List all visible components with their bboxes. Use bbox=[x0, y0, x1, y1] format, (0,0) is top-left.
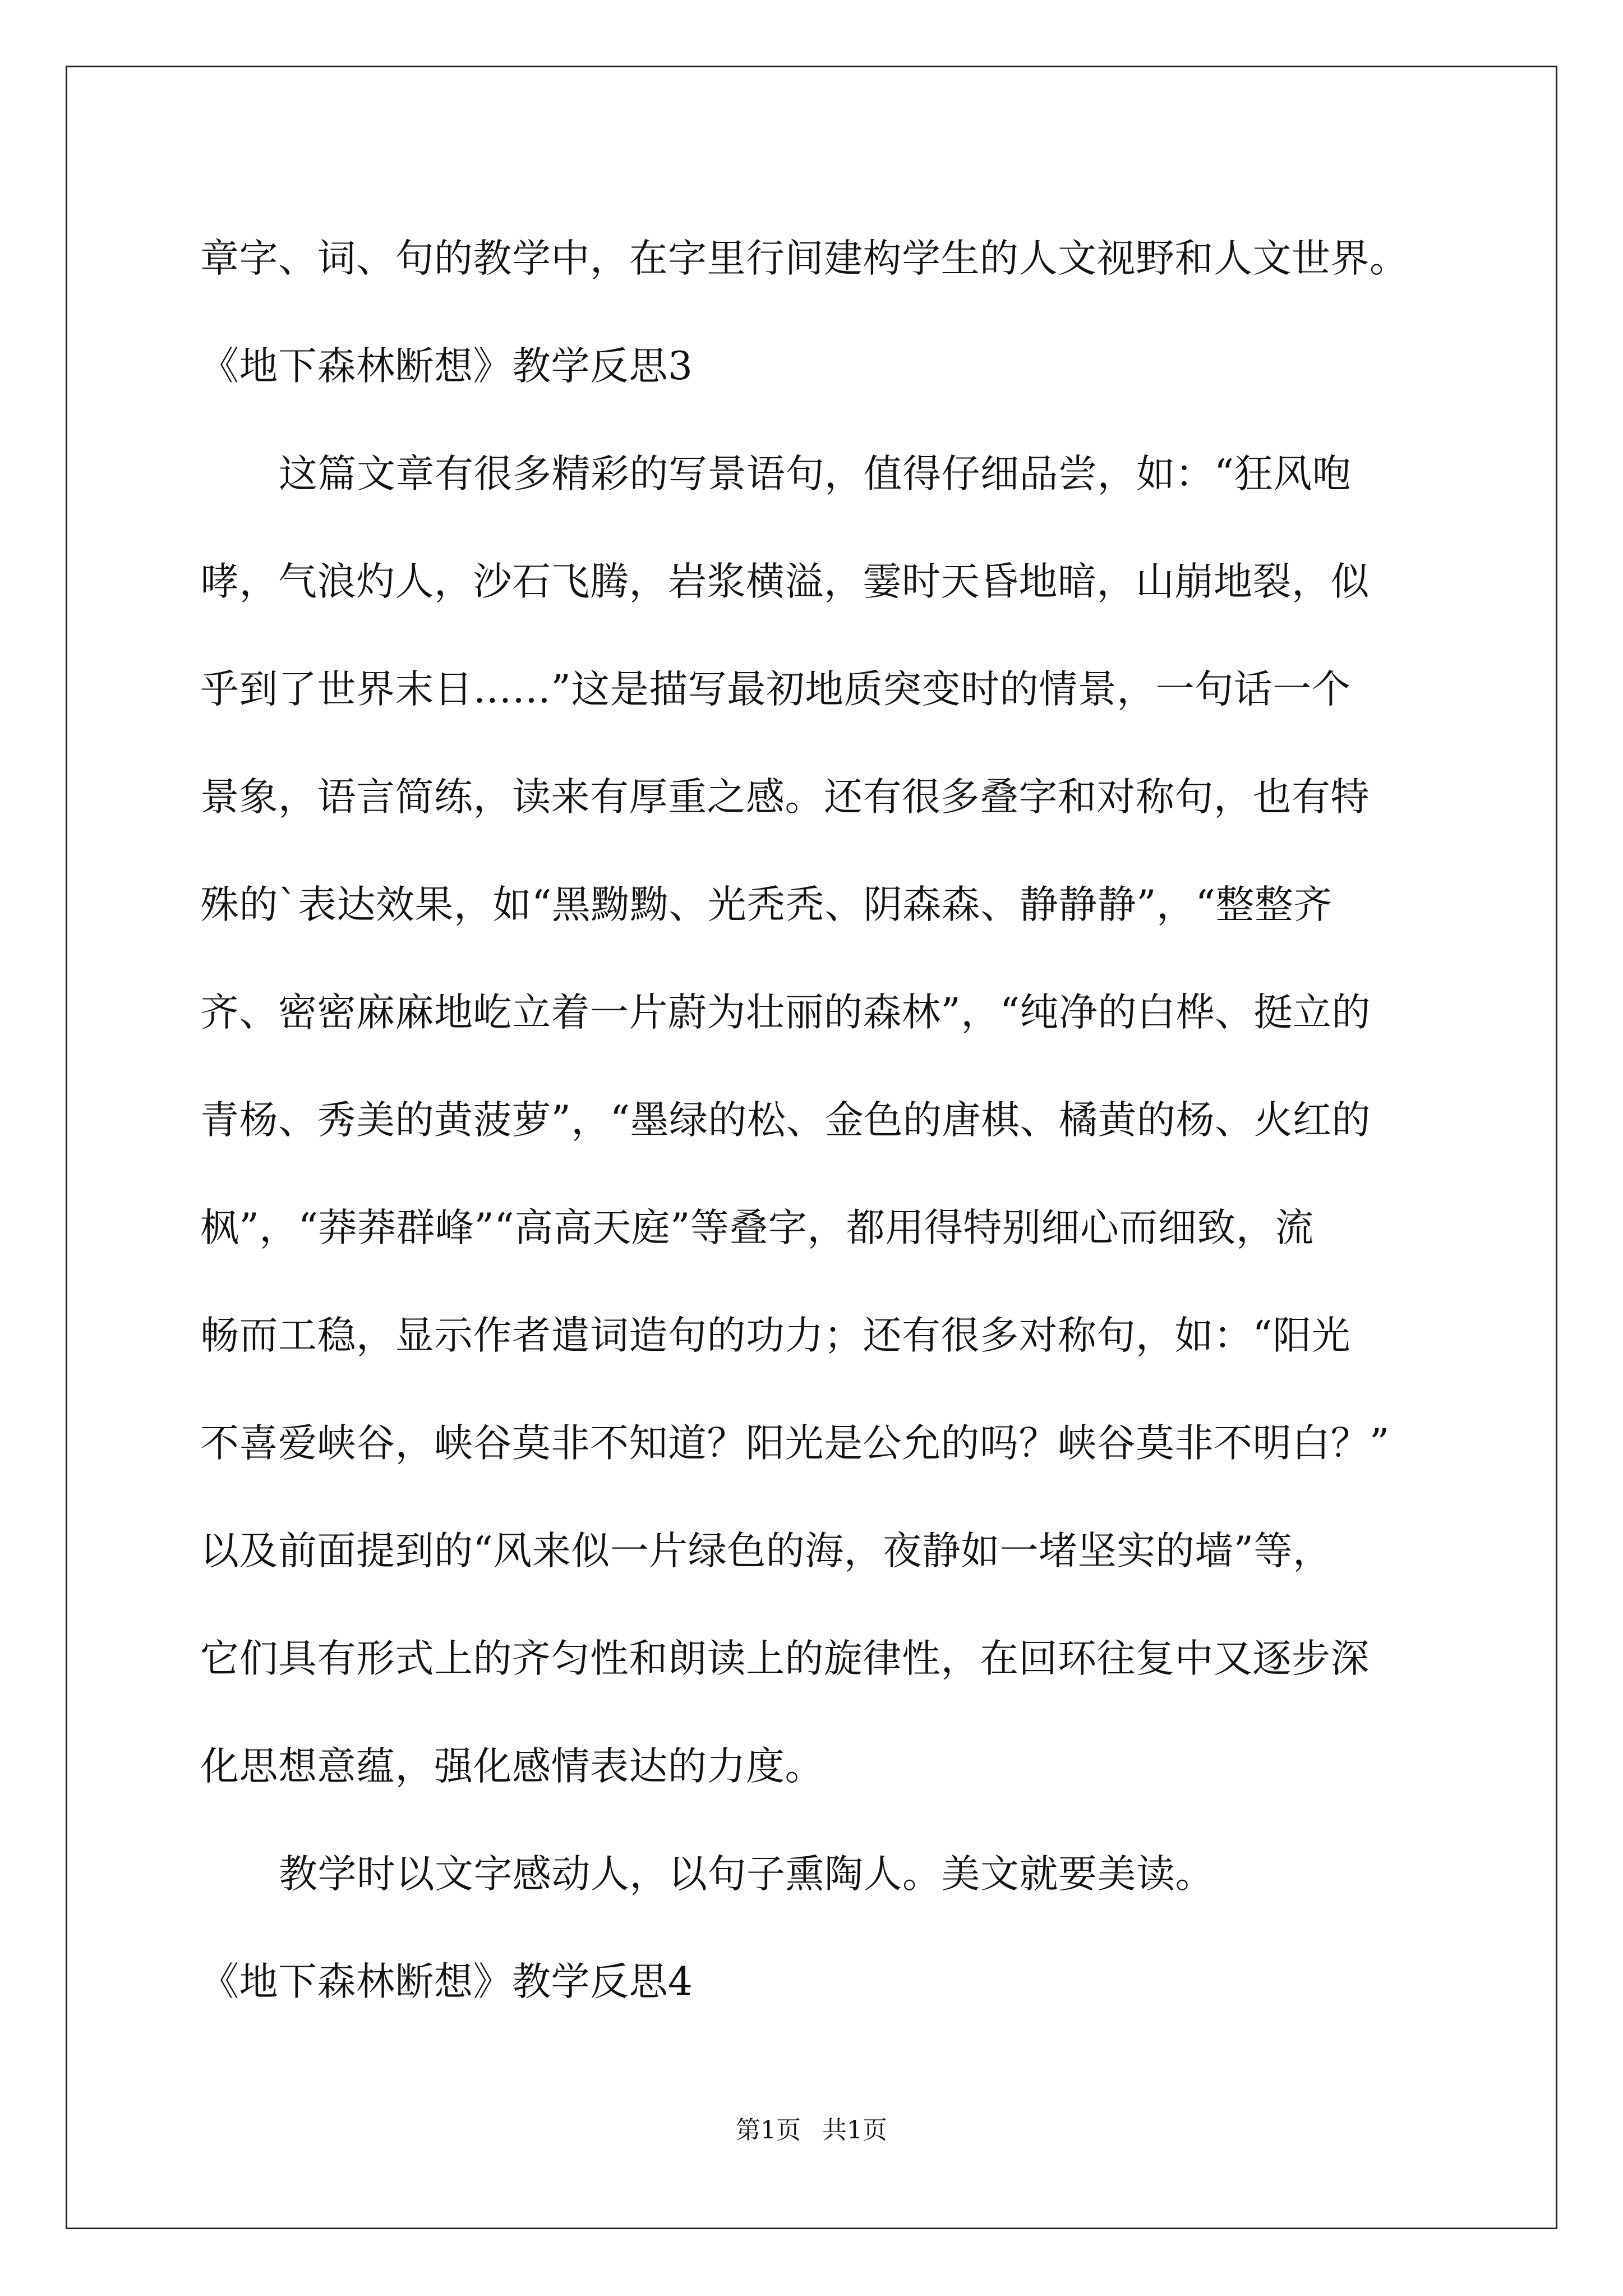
paragraph-line: 不喜爱峡谷，峡谷莫非不知道？阳光是公允的吗？峡谷莫非不明白？” bbox=[200, 1421, 1390, 1466]
paragraph-line: 枫”，“莽莽群峰”“高高天庭”等叠字，都用得特别细心而细致，流 bbox=[200, 1205, 1314, 1250]
paragraph-line: 教学时以文字感动人，以句子熏陶人。美文就要美读。 bbox=[279, 1852, 1214, 1897]
paragraph-line: 景象，语言简练，读来有厚重之感。还有很多叠字和对称句，也有特 bbox=[200, 775, 1370, 820]
section-heading: 《地下森林断想》教学反思4 bbox=[200, 1959, 693, 2004]
document-body bbox=[200, 205, 1428, 2036]
paragraph-line: 化思想意蕴，强化感情表达的力度。 bbox=[200, 1744, 824, 1789]
paragraph-line: 乎到了世界末日……”这是描写最初地质突变时的情景，一句话一个 bbox=[200, 667, 1351, 712]
page-total: 共1页 bbox=[822, 2116, 887, 2145]
paragraph-line: 这篇文章有很多精彩的写景语句，值得仔细品尝，如：“狂风咆 bbox=[279, 452, 1352, 496]
section-heading: 《地下森林断想》教学反思3 bbox=[200, 344, 693, 389]
paragraph-line: 畅而工稳，显示作者遣词造句的功力；还有很多对称句，如：“阳光 bbox=[200, 1313, 1351, 1358]
page-footer bbox=[0, 2114, 1623, 2147]
paragraph-line: 章字、词、句的教学中，在字里行间建构学生的人文视野和人文世界。 bbox=[200, 236, 1409, 281]
page-number: 第1页 bbox=[736, 2116, 801, 2145]
paragraph-line: 青杨、秀美的黄菠萝”，“墨绿的松、金色的唐棋、橘黄的杨、火红的 bbox=[200, 1098, 1371, 1143]
paragraph-line: 哮，气浪灼人，沙石飞腾，岩浆横溢，霎时天昏地暗，山崩地裂，似 bbox=[200, 559, 1370, 604]
paragraph-line: 以及前面提到的“风来似一片绿色的海，夜静如一堵坚实的墙”等， bbox=[200, 1529, 1332, 1573]
paragraph-line: 齐、密密麻麻地屹立着一片蔚为壮丽的森林”，“纯净的白桦、挺立的 bbox=[200, 990, 1371, 1035]
paragraph-line: 它们具有形式上的齐匀性和朗读上的旋律性，在回环往复中又逐步深 bbox=[200, 1636, 1370, 1681]
paragraph-line: 殊的`表达效果，如“黑黝黝、光秃秃、阴森森、静静静”，“整整齐 bbox=[200, 882, 1332, 927]
